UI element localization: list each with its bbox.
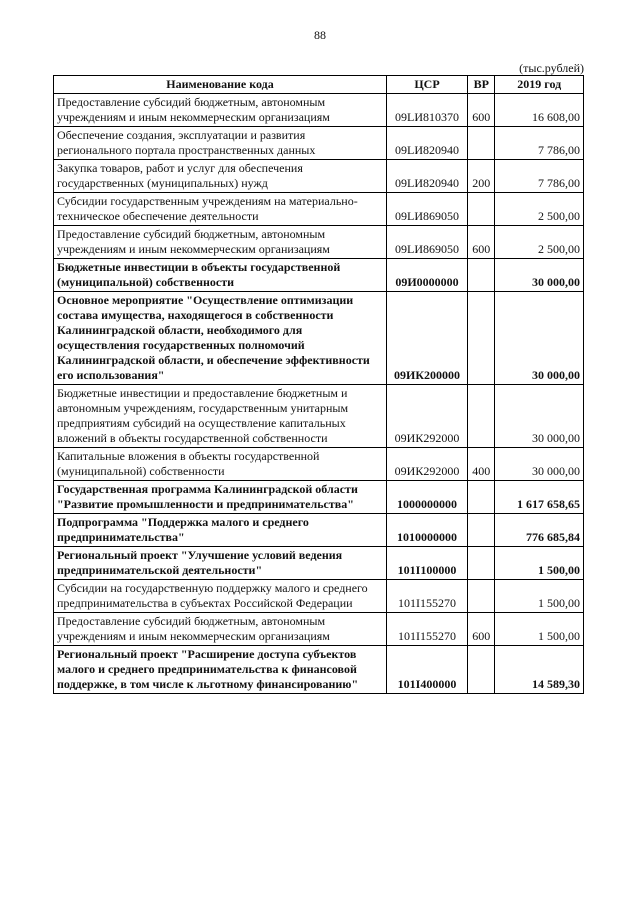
header-vr: ВР — [468, 76, 495, 94]
row-value: 1 617 658,65 — [495, 481, 584, 514]
table-row — [54, 259, 584, 292]
row-value: 1 500,00 — [495, 547, 584, 580]
row-value: 14 589,30 — [495, 646, 584, 694]
row-csr: 09LИ869050 — [386, 226, 467, 259]
table-row — [54, 481, 584, 514]
row-csr: 09И0000000 — [386, 259, 467, 292]
row-name: Субсидии государственным учреждениям на материально-техническое обеспечение деятельности — [54, 193, 387, 226]
row-vr: 600 — [468, 94, 495, 127]
row-name: Предоставление субсидий бюджетным, автономным учреждениям и иным некоммерческим организациям — [54, 94, 387, 127]
table-row — [54, 646, 584, 694]
table-row — [54, 448, 584, 481]
row-name: Субсидии на государственную поддержку малого и среднего предпринимательства в субъектах Российской Федерации — [54, 580, 387, 613]
row-csr: 101I400000 — [386, 646, 467, 694]
row-vr — [468, 580, 495, 613]
row-csr: 09LИ869050 — [386, 193, 467, 226]
row-vr — [468, 385, 495, 448]
row-name: Бюджетные инвестиции в объекты государственной (муниципальной) собственности — [54, 259, 387, 292]
row-value: 16 608,00 — [495, 94, 584, 127]
table-row — [54, 94, 584, 127]
page-number: 88 — [314, 28, 326, 42]
row-vr — [468, 292, 495, 385]
row-vr — [468, 127, 495, 160]
table-row — [54, 514, 584, 547]
table-row — [54, 292, 584, 385]
row-csr: 1000000000 — [386, 481, 467, 514]
row-name: Основное мероприятие "Осуществление оптимизации состава имущества, находящегося в собственности Калининградской области, необходимого для осуществления государственных полномочий Калининградской области, и обеспечение эффективности его использования" — [54, 292, 387, 385]
row-vr: 600 — [468, 226, 495, 259]
row-vr: 400 — [468, 448, 495, 481]
row-csr: 09ИК292000 — [386, 385, 467, 448]
table-row — [54, 613, 584, 646]
budget-table — [53, 75, 584, 694]
row-value: 30 000,00 — [495, 259, 584, 292]
table-row — [54, 160, 584, 193]
row-vr — [468, 193, 495, 226]
table-row — [54, 547, 584, 580]
row-name: Бюджетные инвестиции и предоставление бюджетным и автономным учреждениям, государственным унитарным предприятиям субсидий на осуществление капитальных вложений в объекты государственной собственности — [54, 385, 387, 448]
row-value: 2 500,00 — [495, 193, 584, 226]
row-name: Региональный проект "Расширение доступа субъектов малого и среднего предпринимательства к финансовой поддержке, в том числе к льготному финансированию" — [54, 646, 387, 694]
table-header-row — [54, 76, 584, 94]
row-value: 776 685,84 — [495, 514, 584, 547]
row-csr: 101I155270 — [386, 613, 467, 646]
table-row — [54, 385, 584, 448]
row-name: Предоставление субсидий бюджетным, автономным учреждениям и иным некоммерческим организациям — [54, 613, 387, 646]
row-name: Подпрограмма "Поддержка малого и среднего предпринимательства" — [54, 514, 387, 547]
row-csr: 09LИ810370 — [386, 94, 467, 127]
row-vr — [468, 259, 495, 292]
table-row — [54, 580, 584, 613]
table-row — [54, 193, 584, 226]
header-csr: ЦСР — [386, 76, 467, 94]
row-vr — [468, 514, 495, 547]
row-name: Региональный проект "Улучшение условий ведения предпринимательской деятельности" — [54, 547, 387, 580]
row-vr: 600 — [468, 613, 495, 646]
row-value: 30 000,00 — [495, 448, 584, 481]
row-vr: 200 — [468, 160, 495, 193]
row-vr — [468, 547, 495, 580]
table-row — [54, 127, 584, 160]
header-year: 2019 год — [495, 76, 584, 94]
units-note: (тыс.рублей) — [519, 61, 584, 75]
row-csr: 09ИК200000 — [386, 292, 467, 385]
row-value: 1 500,00 — [495, 580, 584, 613]
row-name: Государственная программа Калининградской области "Развитие промышленности и предпринимательства" — [54, 481, 387, 514]
row-csr: 09ИК292000 — [386, 448, 467, 481]
row-value: 7 786,00 — [495, 127, 584, 160]
row-csr: 101I155270 — [386, 580, 467, 613]
row-value: 2 500,00 — [495, 226, 584, 259]
row-name: Обеспечение создания, эксплуатации и развития регионального портала пространственных данных — [54, 127, 387, 160]
row-name: Предоставление субсидий бюджетным, автономным учреждениям и иным некоммерческим организациям — [54, 226, 387, 259]
row-csr: 1010000000 — [386, 514, 467, 547]
row-value: 30 000,00 — [495, 292, 584, 385]
row-vr — [468, 646, 495, 694]
row-vr — [468, 481, 495, 514]
row-name: Капитальные вложения в объекты государственной (муниципальной) собственности — [54, 448, 387, 481]
table-row — [54, 226, 584, 259]
row-value: 7 786,00 — [495, 160, 584, 193]
row-csr: 09LИ820940 — [386, 160, 467, 193]
row-value: 30 000,00 — [495, 385, 584, 448]
row-value: 1 500,00 — [495, 613, 584, 646]
row-csr: 101I100000 — [386, 547, 467, 580]
row-name: Закупка товаров, работ и услуг для обеспечения государственных (муниципальных) нужд — [54, 160, 387, 193]
header-name: Наименование кода — [54, 76, 387, 94]
row-csr: 09LИ820940 — [386, 127, 467, 160]
